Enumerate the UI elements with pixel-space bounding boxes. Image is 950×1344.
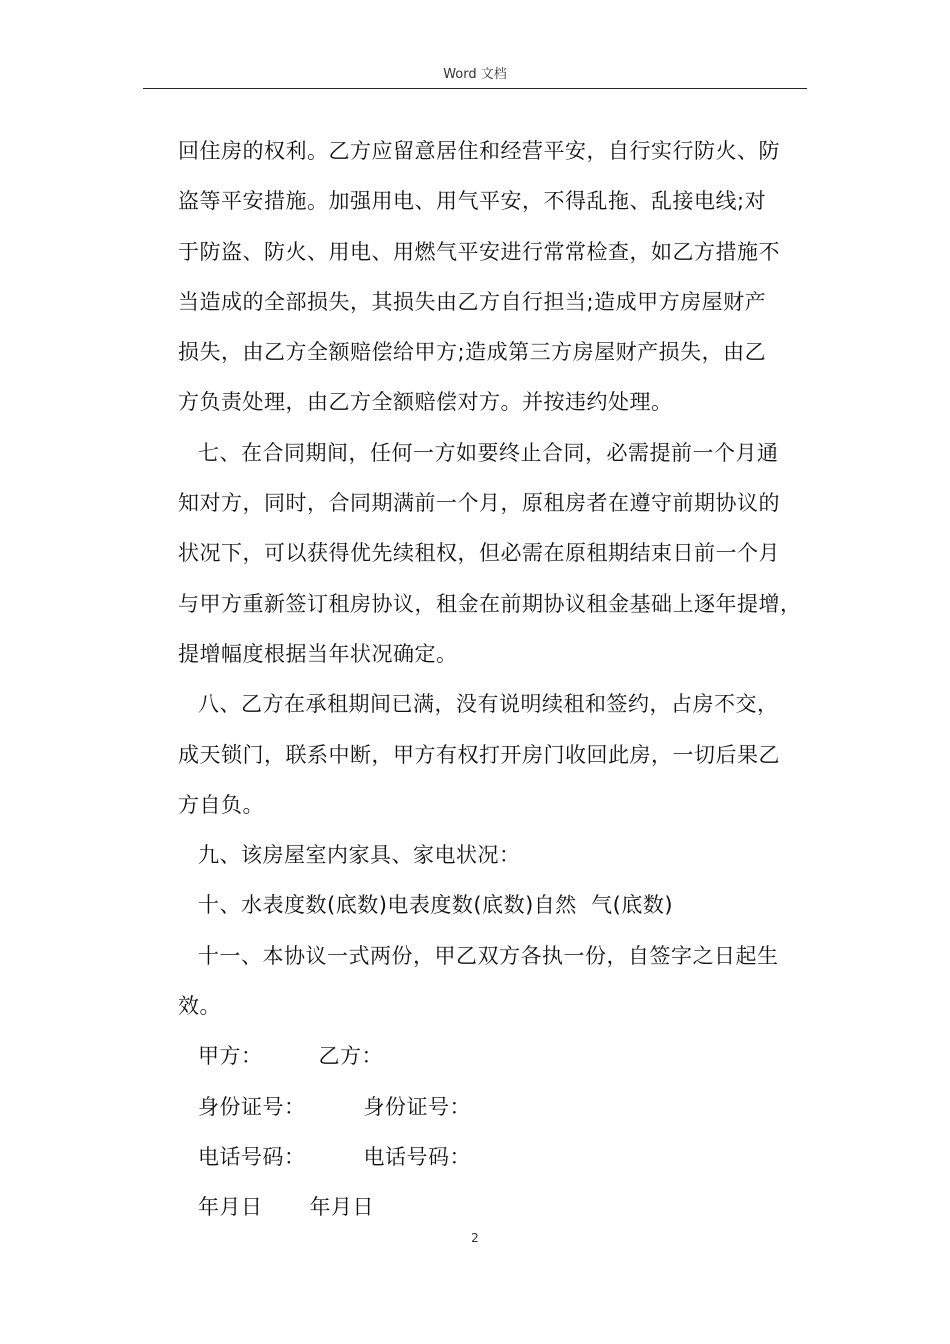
signature-date-row [178, 1182, 806, 1232]
body-line: 方负责处理，由乙方全额赔偿对方。并按违约处理。 [178, 390, 673, 415]
body-line: 当造成的全部损失，其损失由乙方自行担当;造成甲方房屋财产 [178, 289, 767, 314]
id-number-b-label: 身份证号： [363, 1094, 471, 1119]
body-line: 与甲方重新签订租房协议，租金在前期协议租金基础上逐年提增， [178, 591, 802, 616]
clause-seven: 七、在合同期间，任何一方如要终止合同，必需提前一个月通 [198, 440, 779, 465]
phone-b-label: 电话号码： [363, 1144, 471, 1169]
signature-phone-row [178, 1132, 806, 1182]
signature-id-row [178, 1082, 806, 1132]
body-line: 成天锁门，联系中断，甲方有权打开房门收回此房，一切后果乙 [178, 742, 780, 767]
body-line: 回住房的权利。乙方应留意居住和经营平安，自行实行防火、防 [178, 139, 780, 163]
page-number: 2 [471, 1231, 479, 1245]
document-body [178, 126, 806, 1233]
clause-nine: 九、该房屋室内家具、家电状况： [198, 843, 521, 868]
body-line: 效。 [178, 994, 221, 1019]
body-line: 损失，由乙方全额赔偿给甲方;造成第三方房屋财产损失，由乙 [178, 340, 767, 365]
body-line: 提增幅度根据当年状况确定。 [178, 641, 458, 666]
body-line: 知对方，同时，合同期满前一个月，原租房者在遵守前期协议的 [178, 491, 780, 516]
id-number-a-label: 身份证号： [198, 1094, 306, 1119]
page-header: Word 文档 [443, 67, 507, 82]
header-divider [143, 88, 807, 89]
body-line: 盗等平安措施。加强用电、用气平安，不得乱拖、乱接电线;对 [178, 189, 767, 214]
clause-eight: 八、乙方在承租期间已满，没有说明续租和签约，占房不交， [198, 692, 779, 717]
body-line: 状况下，可以获得优先续租权，但必需在原租期结束日前一个月 [178, 541, 780, 566]
body-line: 方自负。 [178, 792, 264, 817]
clause-ten: 十、水表度数(底数)电表度数(底数)自然 气(底数) [198, 893, 674, 918]
body-line: 于防盗、防火、用电、用燃气平安进行常常检查，如乙方措施不 [178, 239, 780, 264]
phone-a-label: 电话号码： [198, 1144, 306, 1169]
party-b-label: 乙方： [318, 1044, 383, 1069]
clause-eleven: 十一、本协议一式两份，甲乙双方各执一份，自签字之日起生 [198, 943, 779, 968]
signature-party-row [178, 1031, 806, 1081]
date-a-label: 年月日 [198, 1195, 263, 1220]
date-b-label: 年月日 [309, 1195, 374, 1220]
party-a-label: 甲方： [198, 1044, 263, 1069]
